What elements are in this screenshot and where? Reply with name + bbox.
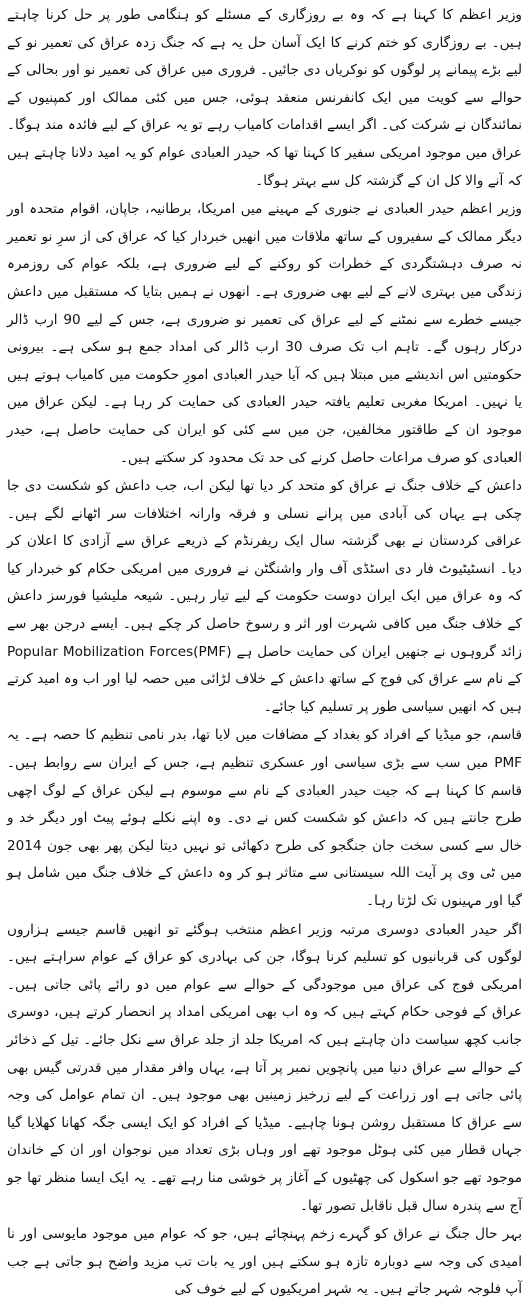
article-body — [7, 2, 522, 1304]
article-paragraph-3: داعش کے خلاف جنگ نے عراق کو متحد کر دیا تھا لیکن اب، جب داعش کو شکست دی جا چکی ہے یہاں کی آبادی میں پرانے نسلی و فرقہ وارانہ اختلافات سر اٹھانے لگے ہیں۔ عراقی کردستان نے بھی گزشتہ سال ایک ریفرنڈم کے ذریعے عراق سے آزادی کا اعلان کر دیا۔ انسٹیٹیوٹ فار دی اسٹڈی آف وار واشنگٹن نے فروری میں امریکی حکام کو خبردار کیا کہ وہ عراق میں ایک ایران دوست حکومت کے لیے تیار رہیں۔ شیعہ ملیشیا فورسز داعش کے خلاف جنگ میں کافی شہرت اور اثر و رسوخ حاصل کر چکے ہیں۔ ایسے درجن بھر سے زائد گروہوں نے جنھیں ایران کی حمایت حاصل ہے Popular Mobilization Forces(PMF) کے نام سے عراق کی فوج کے ساتھ داعش کے خلاف لڑائی میں حصہ لیا اور اب وہ امید کرتے ہیں کہ انھیں سیاسی طور پر تسلیم کیا جائے۔ — [7, 478, 522, 715]
article-paragraph-1: وزیر اعظم کا کہنا ہے کہ وہ بے روزگاری کے مسئلے کو ہنگامی طور پر حل کرنا چاہتے ہیں۔ بے روزگاری کو ختم کرنے کا ایک آسان حل یہ ہے کہ جنگ زدہ عراق کی تعمیر نو کے لیے بڑے پیمانے پر لوگوں کو نوکریاں دی جائیں۔ فروری میں عراق کی تعمیر نو اور بحالی کے حوالے سے کویت میں ایک کانفرنس منعقد ہوئی، جس میں کئی ممالک اور کمپنیوں کے نمائندگان نے شرکت کی۔ اگر ایسے اقدامات کامیاب رہے تو یہ عراق کے لیے فائدہ مند ہوگا۔ عراق میں موجود امریکی سفیر کا کہنا تھا کہ حیدر العبادی عوام کو یہ امید دلانا چاہتے ہیں کہ آنے والا کل ان کے گزشتہ کل سے بہتر ہوگا۔ — [7, 7, 522, 189]
article-paragraph-2: وزیر اعظم حیدر العبادی نے جنوری کے مہینے میں امریکا، برطانیہ، جاپان، اقوام متحدہ اور دیگر ممالک کے سفیروں کے ساتھ ملاقات میں انھیں خبردار کیا کہ عراق کی از سرِ نو تعمیر نہ صرف دہشتگردی کے خطرات کو روکنے کے لیے ضروری ہے، بلکہ عوام کی روزمرہ زندگی میں بہتری لانے کے لیے بھی ضروری ہے۔ انھوں نے ہمیں بتایا کہ مستقبل میں داعش جیسے خطرے سے نمٹنے کے لیے عراق کی تعمیر نو ضروری ہے، جس کے لیے 90 ارب ڈالر درکار رہوں گے۔ تاہم اب تک صرف 30 ارب ڈالر کی امداد جمع ہو سکی ہے۔ بیرونی حکومتیں اس اندیشے میں مبتلا ہیں کہ آیا حیدر العبادی امورِ حکومت میں کامیاب ہوتے ہیں یا نہیں۔ امریکا مغربی تعلیم یافتہ حیدر العبادی کی حمایت کر رہا ہے۔ لیکن عراق میں موجود ان کے طاقتور مخالفین، جن میں سے کئی کو ایران کی حمایت حاصل ہے، حیدر العبادی کو صرف مراعات حاصل کرنے کی حد تک محدود کر سکتے ہیں۔ — [7, 201, 522, 466]
article-paragraph-4: قاسم، جو میڈیا کے افراد کو بغداد کے مضافات میں لایا تھا، بدر نامی تنظیم کا حصہ ہے۔ یہ PMF میں سب سے بڑی سیاسی اور عسکری تنظیم ہے، جس کے ایران سے روابط ہیں۔ قاسم کا کہنا ہے کہ جیت حیدر العبادی کے نام سے موسوم ہے لیکن عراق کے لوگ اچھی طرح جانتے ہیں کہ داعش کو شکست کس نے دی۔ وہ اپنے نکلے ہوئے پیٹ اور دیگر خد و خال سے کسی سخت جان جنگجو کی طرح دکھائی تو نہیں دیتا لیکن پھر بھی جون 2014 میں ٹی وی پر آیت اللہ سیستانی سے متاثر ہو کر وہ داعش کے خلاف جنگ میں شامل ہو گیا اور مہینوں تک لڑتا رہا۔ — [7, 727, 522, 909]
article-paragraph-5: اگر حیدر العبادی دوسری مرتبہ وزیر اعظم منتخب ہوگئے تو انھیں قاسم جیسے ہزاروں لوگوں کی قربانیوں کو تسلیم کرنا ہوگا، جن کی بہادری کو عراق کے عوام سراہتے ہیں۔ امریکی فوج کی عراق میں موجودگی کے حوالے سے عوام میں دو رائے پائی جاتی ہیں۔ عراق کے فوجی حکام کہتے ہیں کہ وہ اب بھی امریکی امداد پر انحصار کرتے ہیں، دوسری جانب کچھ سیاست دان چاہتے ہیں کہ امریکا جلد از جلد عراق سے نکل جائے۔ تیل کے ذخائر کے حوالے سے عراق دنیا میں پانچویں نمبر پر آتا ہے، یہاں وافر مقدار میں قدرتی گیس بھی پائی جاتی ہے اور زراعت کے لیے زرخیز زمینیں بھی موجود ہیں۔ ان تمام عوامل کی وجہ سے عراق کا مستقبل روشن ہونا چاہیے۔ میڈیا کے افراد کو ایک ایسی جگہ کھانا کھلایا گیا جہاں قطار میں کئی ہوٹل موجود تھے اور وہاں بڑی تعداد میں نوجوان اور ان کے خاندان موجود تھے جو اسکول کی چھٹیوں کے آغاز پر خوشی منا رہے تھے۔ یہ ایک ایسا منظر تھا جو آج سے پندرہ سال قبل ناقابل تصور تھا۔ — [7, 921, 522, 1214]
article-paragraph-6: بہر حال جنگ نے عراق کو گہرے زخم پہنچائے ہیں، جو کہ عوام میں موجود مایوسی اور نا امیدی کی وجہ سے دوبارہ تازہ ہو سکتے ہیں اور یہ بات تب مزید واضح ہو جاتی ہے جب آپ فلوجہ شہر جاتے ہیں۔ یہ شہر امریکیوں کے لیے خوف کی — [7, 1226, 522, 1298]
